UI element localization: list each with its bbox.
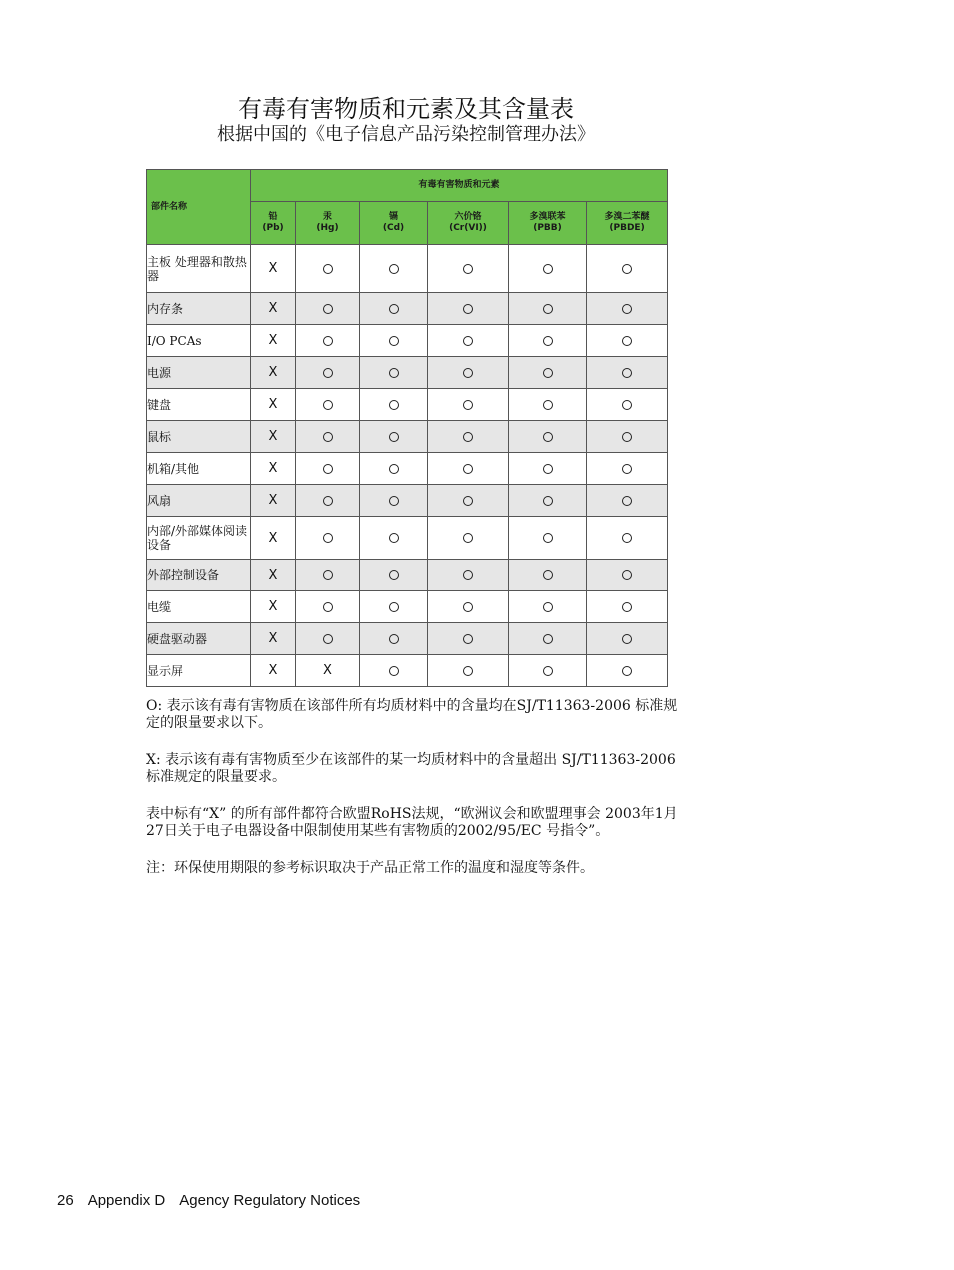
circle-icon — [622, 400, 632, 410]
circle-icon — [323, 602, 333, 612]
circle-icon — [543, 432, 553, 442]
column-name: 多溴二苯醚 — [604, 212, 650, 222]
part-name: 风扇 — [147, 485, 251, 517]
column-name: 铅 — [268, 212, 278, 222]
circle-icon — [622, 533, 632, 543]
circle-icon — [622, 336, 632, 346]
column-header — [587, 202, 668, 245]
compliant-mark — [509, 560, 587, 591]
compliant-mark — [296, 389, 360, 421]
circle-icon — [389, 496, 399, 506]
compliant-mark — [509, 453, 587, 485]
compliant-mark — [428, 623, 509, 655]
column-symbol: (Pb) — [262, 223, 284, 233]
circle-icon — [389, 634, 399, 644]
column-symbol: (PBDE) — [609, 223, 645, 233]
compliant-mark — [296, 517, 360, 560]
circle-icon — [389, 602, 399, 612]
circle-icon — [622, 432, 632, 442]
compliant-mark — [509, 357, 587, 389]
part-name: 外部控制设备 — [147, 560, 251, 591]
circle-icon — [323, 368, 333, 378]
compliant-mark — [587, 245, 668, 293]
compliant-mark — [509, 325, 587, 357]
compliant-mark — [509, 591, 587, 623]
column-header — [360, 202, 428, 245]
circle-icon — [323, 400, 333, 410]
compliant-mark — [360, 325, 428, 357]
table-row — [147, 293, 668, 325]
compliant-mark — [428, 517, 509, 560]
part-name: 键盘 — [147, 389, 251, 421]
compliant-mark — [360, 245, 428, 293]
circle-icon — [622, 264, 632, 274]
part-name: 鼠标 — [147, 421, 251, 453]
column-symbol: (PBB) — [533, 223, 562, 233]
column-symbol: (Cr(VI)) — [449, 223, 487, 233]
notes — [146, 698, 686, 897]
circle-icon — [463, 464, 473, 474]
column-header — [509, 202, 587, 245]
circle-icon — [389, 264, 399, 274]
circle-icon — [463, 368, 473, 378]
part-name: 电缆 — [147, 591, 251, 623]
compliant-mark — [509, 485, 587, 517]
compliant-mark — [360, 293, 428, 325]
exceeds-mark: X — [251, 560, 296, 591]
compliant-mark — [428, 421, 509, 453]
exceeds-mark: X — [251, 453, 296, 485]
part-name: 机箱/其他 — [147, 453, 251, 485]
table-row — [147, 357, 668, 389]
table-row — [147, 655, 668, 687]
exceeds-mark: X — [251, 655, 296, 687]
compliant-mark — [587, 560, 668, 591]
compliant-mark — [296, 591, 360, 623]
note-o: O: 表示该有毒有害物质在该部件所有均质材料中的含量均在SJ/T11363-2006 标准规定的限量要求以下。 — [146, 698, 678, 731]
circle-icon — [389, 464, 399, 474]
note-x: X: 表示该有毒有害物质至少在该部件的某一均质材料中的含量超出 SJ/T11363-2006 标准规定的限量要求。 — [146, 752, 676, 785]
table-row — [147, 245, 668, 293]
circle-icon — [389, 368, 399, 378]
column-name: 镉 — [388, 212, 398, 222]
exceeds-mark: X — [251, 485, 296, 517]
circle-icon — [323, 336, 333, 346]
circle-icon — [622, 304, 632, 314]
compliant-mark — [360, 485, 428, 517]
part-name: 显示屏 — [147, 655, 251, 687]
circle-icon — [463, 602, 473, 612]
exceeds-mark: X — [251, 591, 296, 623]
circle-icon — [323, 496, 333, 506]
compliant-mark — [428, 655, 509, 687]
circle-icon — [622, 666, 632, 676]
circle-icon — [463, 432, 473, 442]
compliant-mark — [296, 485, 360, 517]
circle-icon — [622, 496, 632, 506]
compliant-mark — [587, 293, 668, 325]
compliant-mark — [296, 560, 360, 591]
circle-icon — [463, 496, 473, 506]
compliant-mark — [360, 453, 428, 485]
page-title: 有毒有害物质和元素及其含量表 — [238, 95, 574, 123]
circle-icon — [622, 464, 632, 474]
compliant-mark — [509, 389, 587, 421]
exceeds-mark: X — [251, 245, 296, 293]
substance-table — [146, 169, 668, 687]
table-row — [147, 453, 668, 485]
compliant-mark — [587, 485, 668, 517]
compliant-mark — [587, 517, 668, 560]
circle-icon — [463, 570, 473, 580]
circle-icon — [543, 602, 553, 612]
circle-icon — [323, 264, 333, 274]
circle-icon — [323, 464, 333, 474]
circle-icon — [389, 336, 399, 346]
circle-icon — [543, 400, 553, 410]
exceeds-mark: X — [251, 517, 296, 560]
circle-icon — [323, 634, 333, 644]
page-subtitle: 根据中国的《电子信息产品污染控制管理办法》 — [217, 124, 595, 145]
exceeds-mark: X — [251, 293, 296, 325]
compliant-mark — [296, 453, 360, 485]
compliant-mark — [587, 655, 668, 687]
note-epup: 注：环保使用期限的参考标识取决于产品正常工作的温度和湿度等条件。 — [146, 860, 594, 876]
compliant-mark — [296, 623, 360, 655]
circle-icon — [463, 533, 473, 543]
compliant-mark — [509, 517, 587, 560]
compliant-mark — [428, 245, 509, 293]
compliant-mark — [509, 655, 587, 687]
compliant-mark — [428, 485, 509, 517]
compliant-mark — [360, 389, 428, 421]
table-row — [147, 421, 668, 453]
circle-icon — [543, 666, 553, 676]
circle-icon — [622, 634, 632, 644]
compliant-mark — [587, 591, 668, 623]
circle-icon — [389, 304, 399, 314]
part-name: 内存条 — [147, 293, 251, 325]
circle-icon — [622, 570, 632, 580]
circle-icon — [323, 570, 333, 580]
note-rohs: 表中标有“X” 的所有部件都符合欧盟RoHS法规，“欧洲议会和欧盟理事会 2003年1月27日关于电子电器设备中限制使用某些有害物质的2002/95/EC 号指令”。 — [146, 806, 678, 839]
exceeds-mark: X — [251, 623, 296, 655]
page-footer — [57, 1192, 374, 1209]
circle-icon — [543, 533, 553, 543]
group-header: 有毒有害物质和元素 — [251, 170, 668, 202]
column-name: 六价铬 — [454, 212, 482, 222]
circle-icon — [463, 666, 473, 676]
compliant-mark — [428, 357, 509, 389]
exceeds-mark: X — [251, 421, 296, 453]
compliant-mark — [428, 325, 509, 357]
circle-icon — [543, 264, 553, 274]
circle-icon — [622, 602, 632, 612]
compliant-mark — [360, 421, 428, 453]
compliant-mark — [587, 421, 668, 453]
circle-icon — [323, 432, 333, 442]
circle-icon — [543, 496, 553, 506]
table-row — [147, 517, 668, 560]
table-row — [147, 485, 668, 517]
compliant-mark — [587, 389, 668, 421]
table-row — [147, 560, 668, 591]
compliant-mark — [509, 421, 587, 453]
circle-icon — [463, 264, 473, 274]
compliant-mark — [296, 421, 360, 453]
compliant-mark — [428, 560, 509, 591]
compliant-mark — [428, 453, 509, 485]
exceeds-mark: X — [251, 389, 296, 421]
compliant-mark — [509, 245, 587, 293]
table-row — [147, 591, 668, 623]
column-header — [428, 202, 509, 245]
column-symbol: (Hg) — [316, 223, 339, 233]
circle-icon — [543, 570, 553, 580]
exceeds-mark: X — [296, 655, 360, 687]
table-row — [147, 325, 668, 357]
compliant-mark — [360, 623, 428, 655]
compliant-mark — [296, 357, 360, 389]
part-name: 内部/外部媒体阅读设备 — [147, 517, 251, 560]
circle-icon — [389, 666, 399, 676]
compliant-mark — [428, 293, 509, 325]
circle-icon — [543, 464, 553, 474]
column-name: 多溴联苯 — [529, 212, 566, 222]
circle-icon — [463, 634, 473, 644]
part-name: 电源 — [147, 357, 251, 389]
circle-icon — [389, 570, 399, 580]
column-symbol: (Cd) — [382, 223, 405, 233]
compliant-mark — [428, 591, 509, 623]
compliant-mark — [296, 245, 360, 293]
appendix-label: Appendix D — [87, 1192, 166, 1209]
compliant-mark — [587, 623, 668, 655]
compliant-mark — [360, 517, 428, 560]
part-name: 主板 处理器和散热器 — [147, 245, 251, 293]
exceeds-mark: X — [251, 325, 296, 357]
circle-icon — [389, 400, 399, 410]
page-number: 26 — [57, 1192, 74, 1209]
circle-icon — [543, 368, 553, 378]
compliant-mark — [428, 389, 509, 421]
circle-icon — [463, 336, 473, 346]
compliant-mark — [360, 655, 428, 687]
section-title: Agency Regulatory Notices — [179, 1192, 361, 1209]
part-name: 硬盘驱动器 — [147, 623, 251, 655]
compliant-mark — [509, 623, 587, 655]
circle-icon — [463, 400, 473, 410]
compliant-mark — [587, 357, 668, 389]
compliant-mark — [296, 293, 360, 325]
circle-icon — [389, 432, 399, 442]
compliant-mark — [360, 357, 428, 389]
compliant-mark — [360, 560, 428, 591]
column-header — [251, 202, 296, 245]
compliant-mark — [587, 453, 668, 485]
table-row — [147, 389, 668, 421]
compliant-mark — [587, 325, 668, 357]
column-name: 汞 — [322, 212, 332, 222]
circle-icon — [389, 533, 399, 543]
compliant-mark — [360, 591, 428, 623]
circle-icon — [543, 634, 553, 644]
part-name-header: 部件名称 — [147, 170, 251, 245]
table-row — [147, 623, 668, 655]
circle-icon — [543, 304, 553, 314]
circle-icon — [323, 533, 333, 543]
circle-icon — [543, 336, 553, 346]
compliant-mark — [296, 325, 360, 357]
exceeds-mark: X — [251, 357, 296, 389]
part-name: I/O PCAs — [147, 325, 251, 357]
circle-icon — [463, 304, 473, 314]
column-header — [296, 202, 360, 245]
circle-icon — [323, 304, 333, 314]
compliant-mark — [509, 293, 587, 325]
circle-icon — [622, 368, 632, 378]
